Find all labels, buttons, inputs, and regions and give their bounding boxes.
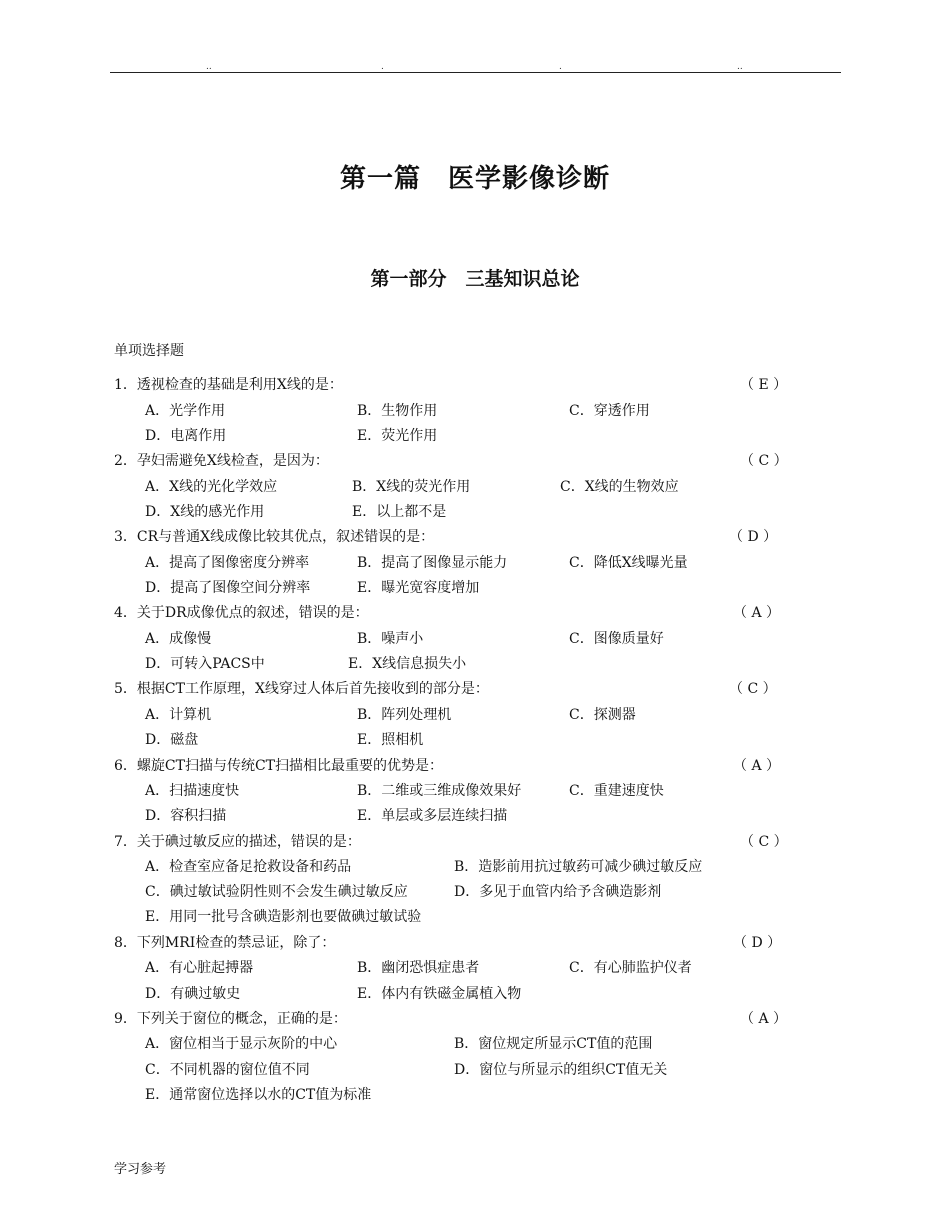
answer-key: （ C ） xyxy=(740,834,788,850)
option: D．电离作用 xyxy=(145,428,227,444)
option: D．容积扫描 xyxy=(145,808,227,824)
option: D．多见于血管内给予含碘造影剂 xyxy=(454,884,662,900)
option: C．X线的生物效应 xyxy=(560,479,679,495)
option: E．X线信息损失小 xyxy=(348,656,467,672)
header-mark: .. xyxy=(737,62,743,72)
question-stem: 7．关于碘过敏反应的描述，错误的是： xyxy=(114,834,361,850)
section-label: 单项选择题 xyxy=(114,343,184,359)
page-subtitle: 第一部分 三基知识总论 xyxy=(370,268,580,290)
option: B．造影前用抗过敏药可减少碘过敏反应 xyxy=(454,859,703,875)
option: D．有碘过敏史 xyxy=(145,986,241,1002)
answer-key: （ E ） xyxy=(740,377,788,393)
option: B．窗位规定所显示CT值的范围 xyxy=(454,1036,653,1052)
option: D．X线的感光作用 xyxy=(145,504,265,520)
option: C．有心肺监护仪者 xyxy=(569,960,692,976)
option: A．窗位相当于显示灰阶的中心 xyxy=(145,1036,338,1052)
option: C．探测器 xyxy=(569,707,636,723)
option: B．噪声小 xyxy=(357,631,424,647)
option: E．单层或多层连续扫描 xyxy=(357,808,508,824)
option: C．图像质量好 xyxy=(569,631,664,647)
option: A．X线的光化学效应 xyxy=(145,479,278,495)
option: A．光学作用 xyxy=(145,403,226,419)
question-stem: 2．孕妇需避免X线检查，是因为： xyxy=(114,453,329,469)
option: C．碘过敏试验阴性则不会发生碘过敏反应 xyxy=(145,884,408,900)
option: E．曝光宽容度增加 xyxy=(357,580,480,596)
option: E．用同一批号含碘造影剂也要做碘过敏试验 xyxy=(145,909,422,925)
option: C．降低X线曝光量 xyxy=(569,555,688,571)
header-mark: .. xyxy=(206,62,212,72)
page-footer: 学习参考 xyxy=(114,1162,167,1177)
question-stem: 8．下列MRI检查的禁忌证，除了： xyxy=(114,935,336,951)
option: B．幽闭恐惧症患者 xyxy=(357,960,480,976)
option: B．X线的荧光作用 xyxy=(352,479,471,495)
option: A．检查室应备足抢救设备和药品 xyxy=(145,859,352,875)
answer-key: （ A ） xyxy=(740,1011,788,1027)
option: C．穿透作用 xyxy=(569,403,650,419)
page-title: 第一篇 医学影像诊断 xyxy=(339,164,610,194)
question-stem: 4．关于DR成像优点的叙述，错误的是： xyxy=(114,605,369,621)
answer-key: （ A ） xyxy=(733,758,781,774)
header-rule xyxy=(110,72,841,73)
answer-key: （ D ） xyxy=(729,529,778,545)
answer-key: （ C ） xyxy=(729,681,777,697)
option: A．提高了图像密度分辨率 xyxy=(145,555,310,571)
option: A．成像慢 xyxy=(145,631,212,647)
option: E．照相机 xyxy=(357,732,424,748)
option: A．计算机 xyxy=(145,707,212,723)
question-stem: 9．下列关于窗位的概念，正确的是： xyxy=(114,1011,347,1027)
option: B．生物作用 xyxy=(357,403,438,419)
answer-key: （ D ） xyxy=(733,935,782,951)
option: D．提高了图像空间分辨率 xyxy=(145,580,311,596)
option: D．窗位与所显示的组织CT值无关 xyxy=(454,1062,668,1078)
option: E．通常窗位选择以水的CT值为标准 xyxy=(145,1087,372,1103)
option: B．提高了图像显示能力 xyxy=(357,555,508,571)
header-mark: . xyxy=(381,62,384,72)
header-mark: . xyxy=(559,62,562,72)
option: A．有心脏起搏器 xyxy=(145,960,254,976)
question-stem: 3．CR与普通X线成像比较其优点，叙述错误的是： xyxy=(114,529,435,545)
option: E．体内有铁磁金属植入物 xyxy=(357,986,522,1002)
option: A．扫描速度快 xyxy=(145,783,240,799)
option: B．阵列处理机 xyxy=(357,707,452,723)
option: D．可转入PACS中 xyxy=(145,656,265,672)
option: D．磁盘 xyxy=(145,732,199,748)
option: E．荧光作用 xyxy=(357,428,438,444)
answer-key: （ A ） xyxy=(733,605,781,621)
question-stem: 5．根据CT工作原理，X线穿过人体后首先接收到的部分是： xyxy=(114,681,489,697)
option: B．二维或三维成像效果好 xyxy=(357,783,522,799)
option: E．以上都不是 xyxy=(352,504,447,520)
question-stem: 1．透视检查的基础是利用X线的是： xyxy=(114,377,343,393)
option: C．重建速度快 xyxy=(569,783,664,799)
answer-key: （ C ） xyxy=(740,453,788,469)
option: C．不同机器的窗位值不同 xyxy=(145,1062,310,1078)
question-stem: 6．螺旋CT扫描与传统CT扫描相比最重要的优势是： xyxy=(114,758,444,774)
